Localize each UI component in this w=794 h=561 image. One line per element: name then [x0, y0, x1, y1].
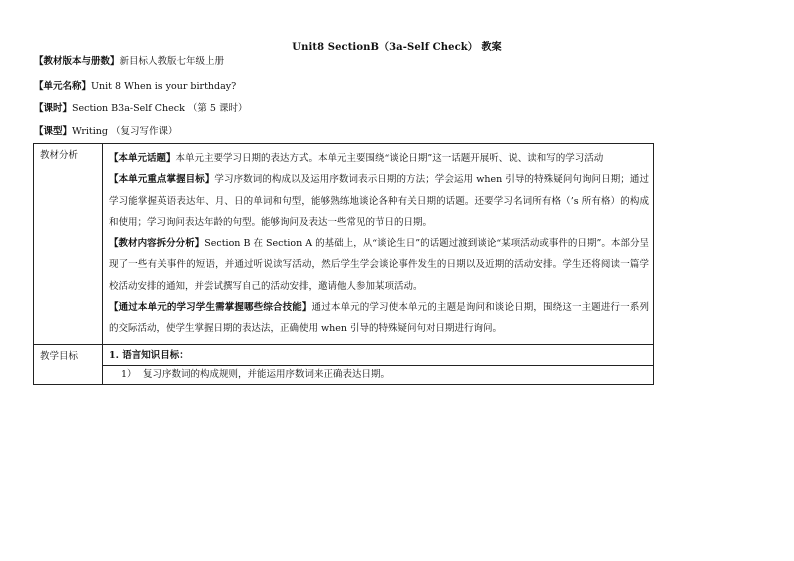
paragraph-keyword: 【教材内容拆分分析】: [109, 238, 205, 250]
meta-label: 【教材版本与册数】: [34, 56, 120, 67]
meta-textbook-version: [34, 55, 224, 68]
meta-value: Writing （复习写作课）: [72, 126, 178, 137]
paragraph-keyword: 【通过本单元的学习学生需掌握哪些综合技能】: [109, 302, 312, 314]
objective-heading: 1. 语言知识目标：: [109, 349, 189, 361]
meta-label: 【课时】: [34, 103, 73, 114]
meta-label: 【课型】: [34, 126, 73, 137]
paragraph-content-analysis: [109, 233, 649, 297]
paragraph-keyword: 【本单元话题】: [109, 153, 176, 164]
objective-item: [103, 365, 653, 384]
meta-lesson-type: [34, 125, 178, 138]
meta-lesson-period: [34, 102, 247, 115]
meta-value: Section B3a-Self Check （第 5 课时）: [72, 103, 248, 114]
paragraph-key-objectives: [109, 169, 649, 233]
paragraph-text: 本单元主要学习日期的表达方式。本单元主要围绕“谈论日期”这一话题开展听、说、读和写的学习活动: [175, 153, 604, 164]
paragraph-text: 学习序数词的构成以及运用序数词表示日期的方法；学会运用 when 引导的特殊疑问句询问日期；通过学习能掌握英语表达年、月、日的单词和句型，能够熟练地谈论各种有关日期的话题。还要学习名词所有格（’s 所有格）的构成和使用；学习询问表达年龄的句型。能够询问及表达一些常见的节日的日期。: [109, 174, 649, 228]
meta-value: Unit 8 When is your birthday?: [91, 81, 237, 92]
paragraph-text: 通过本单元的学习使本单元的主题是询问和谈论日期，围绕这一主题进行一系列的交际活动，使学生掌握日期的表达法，正确使用 when 引导的特殊疑问句对日期进行询问。: [109, 302, 649, 335]
paragraph-skills: [109, 297, 649, 340]
item-number: 1）: [121, 368, 137, 380]
meta-value: 新目标人教版七年级上册: [119, 56, 225, 67]
row-label: 教学目标: [34, 344, 103, 384]
meta-unit-name: [34, 80, 236, 93]
paragraph-unit-topic: [109, 148, 649, 169]
paragraph-text: Section B 在 Section A 的基础上，从“谈论生日”的话题过渡到谈论“某项活动或事件的日期”。本部分呈现了一些有关事件的短语，并通过听说读写活动，然后学生学会谈论事件发生的日期以及近期的活动安排。学生还将阅读一篇学校活动安排的通知，并尝试撰写自己的活动安排，邀请他人参加某项活动。: [109, 238, 649, 292]
document-title: Unit8 SectionB（3a-Self Check） 教案: [292, 42, 502, 53]
meta-label: 【单元名称】: [34, 81, 92, 92]
item-text: 复习序数词的构成规则，并能运用序数词来正确表达日期。: [143, 368, 391, 380]
table-row-textbook-analysis: [34, 144, 654, 345]
paragraph-keyword: 【本单元重点掌握目标】: [109, 174, 215, 186]
teaching-objectives-content: [103, 344, 654, 384]
lesson-plan-table: [33, 143, 654, 385]
table-row-teaching-objectives: [34, 344, 654, 384]
textbook-analysis-content: [103, 144, 654, 345]
row-label: 教材分析: [34, 144, 103, 345]
